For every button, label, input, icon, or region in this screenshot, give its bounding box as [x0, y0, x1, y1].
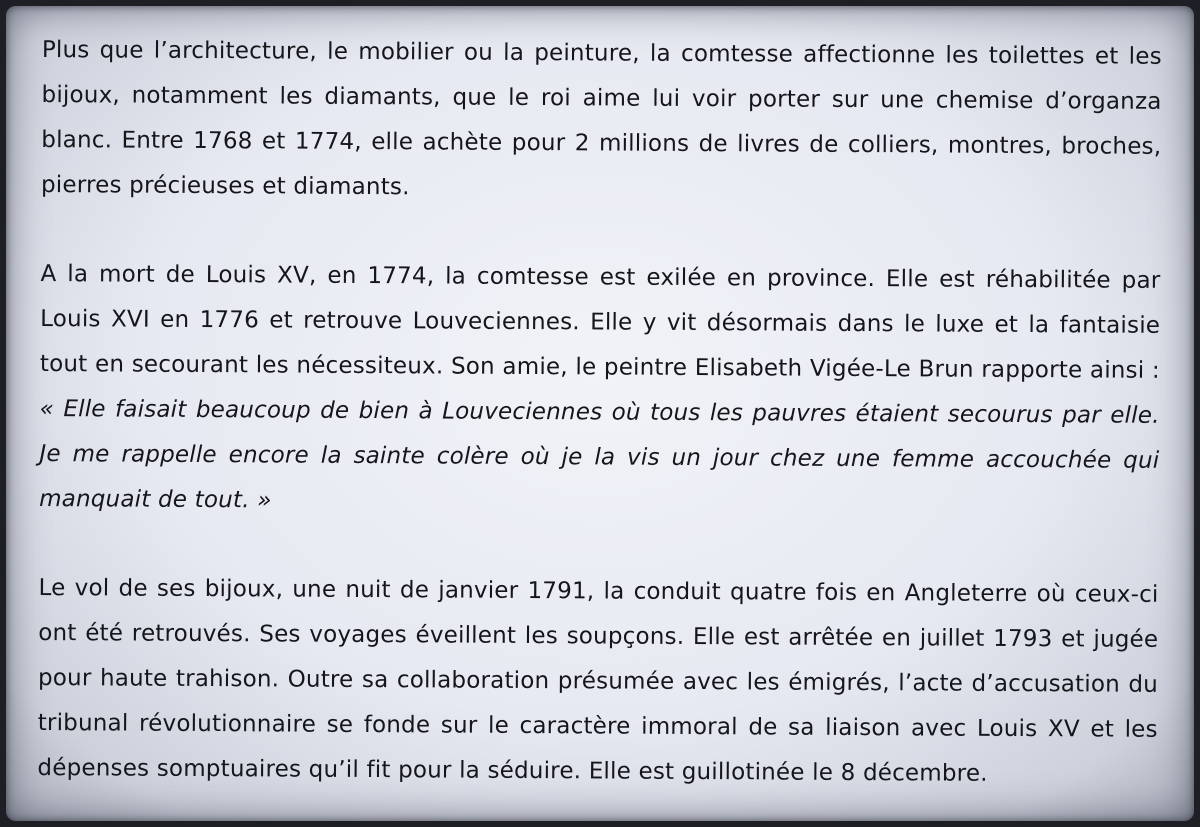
paragraph-exile-text: A la mort de Louis XV, en 1774, la comtesse est exilée en province. Elle est réhabilitée par Louis XVI en 1776 et retrouve Louveciennes. Elle y vit désormais dans le luxe et la fantaisie tout en secourant les nécessiteux. Son amie, le peintre Elisabeth Vigée-Le Brun rapporte ainsi : — [39, 260, 1161, 384]
paragraph-exile — [39, 252, 1161, 529]
paragraph-jewels: Plus que l’architecture, le mobilier ou la peinture, la comtesse affectionne les toilettes et les bijoux, notamment les diamants, que le roi aime lui voir porter sur une chemise d’organza blanc. Entre 1768 et 1774, elle achète pour 2 millions de livres de colliers, montres, broches, pierres précieuses et diamants. — [40, 36, 1162, 201]
vigee-le-brun-quote: « Elle faisait beaucoup de bien à Louveciennes où tous les pauvres étaient secourus par elle. Je me rappelle encore la sainte colère où je la vis un jour chez une femme accouchée qui manquait de tout. » — [39, 395, 1160, 514]
text-panel — [6, 6, 1194, 821]
panel-text — [37, 28, 1162, 821]
paragraph-arrest: Le vol de ses bijoux, une nuit de janvier 1791, la conduit quatre fois en Angleterre où ceux-ci ont été retrouvés. Ses voyages éveillent les soupçons. Elle est arrêtée en juillet 1793 et jugée pour haute trahison. Outre sa collaboration présumée avec les émigrés, l’acte d’accusation du tribunal révolutionnaire se fonde sur le caractère immoral de sa liaison avec Louis XV et les dépenses somptuaires qu’il fit pour la séduire. Elle est guillotinée le 8 décembre. — [37, 574, 1159, 787]
